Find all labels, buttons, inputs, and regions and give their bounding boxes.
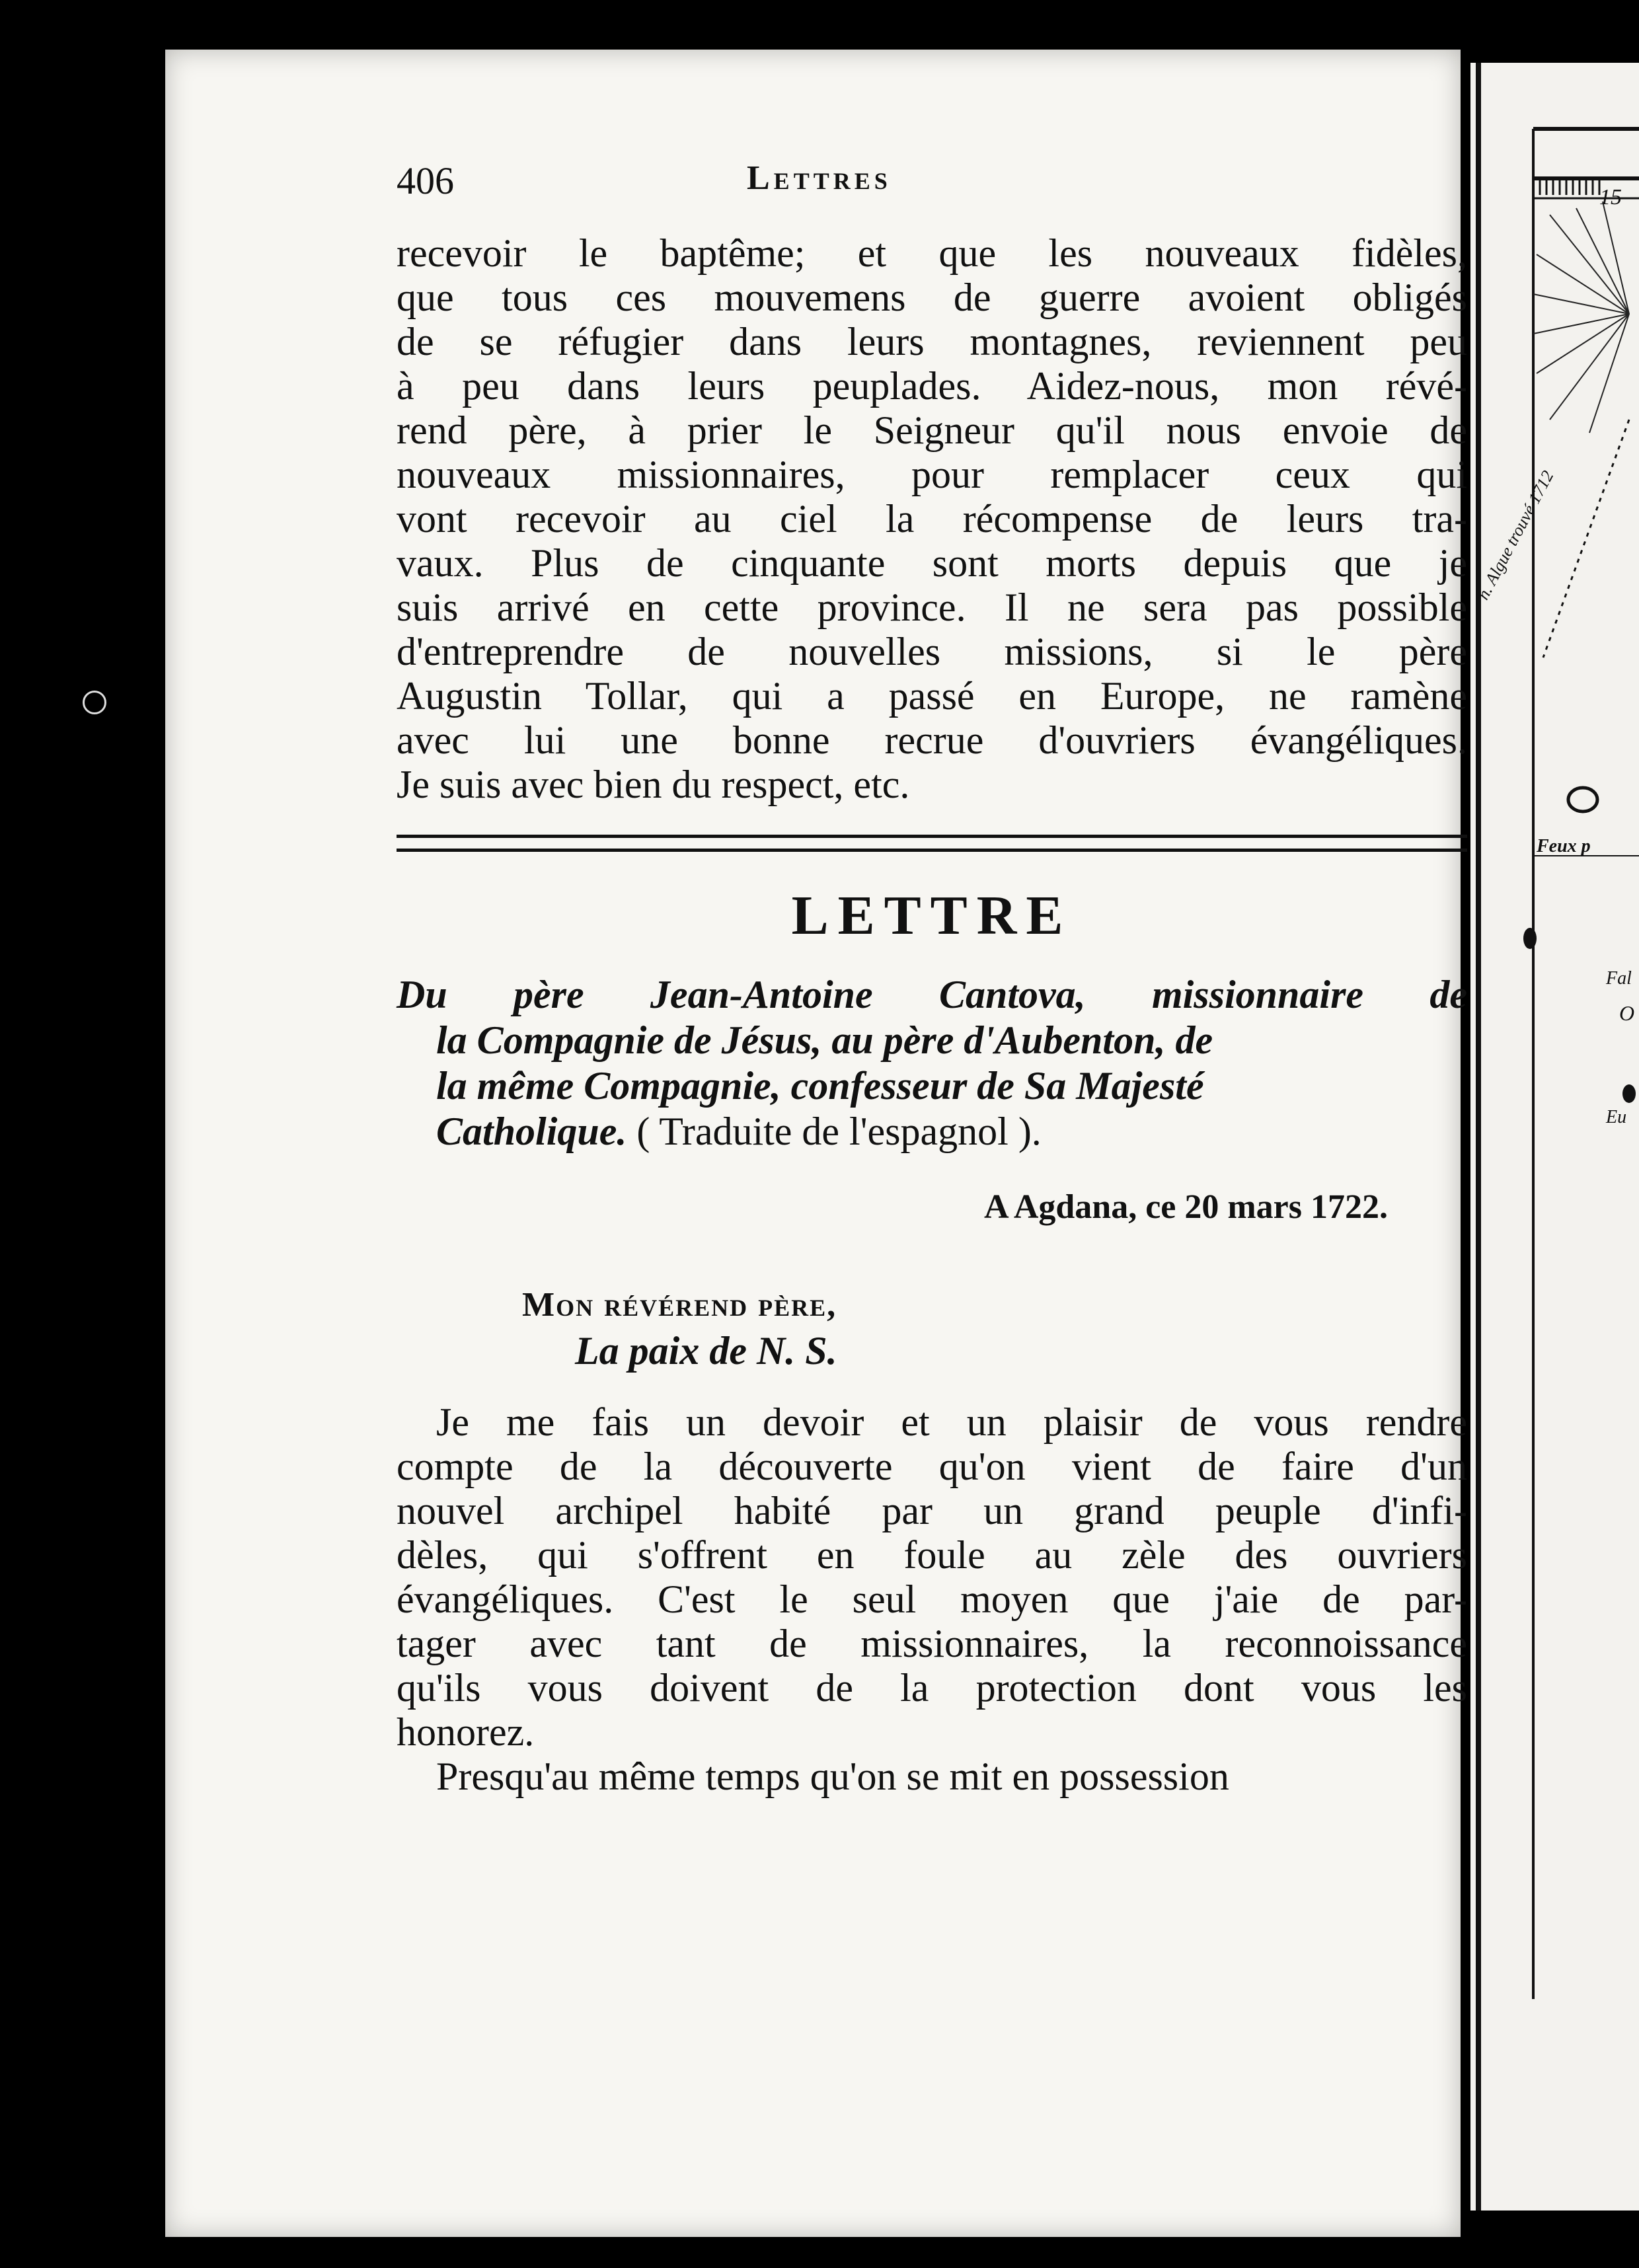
margin-blemish xyxy=(83,691,106,714)
letter-paragraph xyxy=(397,1755,1467,1799)
greeting: La paix de N. S. xyxy=(575,1329,837,1373)
text-line: rend père, à prier le Seigneur qu'il nous envoie de xyxy=(397,408,1467,452)
running-head xyxy=(397,159,1467,231)
previous-letter-ending xyxy=(397,231,1467,807)
addressee-italic-text: Catholique. xyxy=(436,1110,627,1153)
map-label-eu: Eu xyxy=(1606,1107,1627,1127)
text-line: avec lui une bonne recrue d'ouvriers évangéliques. xyxy=(397,718,1467,762)
letter-title: LETTRE xyxy=(791,885,1073,946)
text-line: Presqu'au même temps qu'on se mit en possession xyxy=(436,1755,1229,1798)
salutation: Mon révérend père, xyxy=(522,1286,837,1324)
text-line: d'entreprendre de nouvelles missions, si le père xyxy=(397,630,1467,673)
page-text-block xyxy=(397,159,1467,1799)
page-number: 406 xyxy=(397,159,454,202)
map-scale-number: 15 xyxy=(1599,185,1622,209)
text-line: dèles, qui s'offrent en foule au zèle des ouvriers xyxy=(397,1533,1467,1577)
text-line: à peu dans leurs peuplades. Aidez-nous, mon révé- xyxy=(397,364,1467,408)
text-line: vont recevoir au ciel la récompense de leurs tra- xyxy=(397,497,1467,541)
text-line: recevoir le baptême; et que les nouveaux fidèles, xyxy=(397,231,1467,275)
text-line: nouvel archipel habité par un grand peuple d'infi- xyxy=(397,1489,1467,1532)
text-line: compte de la découverte qu'on vient de faire d'un xyxy=(397,1445,1467,1488)
addressee-line xyxy=(397,1109,1467,1154)
running-title: Lettres xyxy=(747,159,892,197)
text-line: qu'ils vous doivent de la protection dont vous les xyxy=(397,1666,1467,1710)
text-line: nouveaux missionnaires, pour remplacer ceux qui xyxy=(397,453,1467,496)
map-label-o: O xyxy=(1619,1001,1635,1025)
addressee-line: Du père Jean-Antoine Cantova, missionnaire de xyxy=(397,973,1467,1016)
map-lines xyxy=(1470,63,1639,2211)
addressee-line: la même Compagnie, confesseur de Sa Majesté xyxy=(436,1064,1204,1108)
text-line: évangéliques. C'est le seul moyen que j'aie de par- xyxy=(397,1577,1467,1621)
text-line: honorez. xyxy=(397,1710,535,1754)
text-line: de se réfugier dans leurs montagnes, reviennent peu xyxy=(397,320,1467,363)
book-page xyxy=(165,50,1467,2237)
map-label-fal: Fal xyxy=(1606,968,1632,989)
section-divider-rule xyxy=(397,835,1467,852)
foldout-map-fragment xyxy=(1470,63,1639,2211)
translation-note: ( Traduite de l'espagnol ). xyxy=(627,1110,1042,1153)
text-line: vaux. Plus de cinquante sont morts depuis que je xyxy=(397,541,1467,585)
letter-addressee xyxy=(397,972,1467,1154)
dateline: A Agdana, ce 20 mars 1722. xyxy=(984,1188,1388,1226)
map-label-feux: Feux p xyxy=(1537,836,1591,856)
text-line: tager avec tant de missionnaires, la reconnoissance xyxy=(397,1622,1467,1665)
text-line: Je me fais un devoir et un plaisir de vous rendre xyxy=(436,1400,1467,1444)
addressee-line: la Compagnie de Jésus, au père d'Aubenton, de xyxy=(436,1018,1213,1062)
text-line: suis arrivé en cette province. Il ne sera pas possible xyxy=(397,586,1467,629)
map-rhumb-label: n. Algue trouvé 1712 xyxy=(1473,467,1558,603)
text-line: Augustin Tollar, qui a passé en Europe, ne ramène xyxy=(397,674,1467,718)
letter-paragraph xyxy=(397,1400,1467,1755)
closing-line: Je suis avec bien du respect, etc. xyxy=(397,763,910,806)
text-line: que tous ces mouvemens de guerre avoient obligés xyxy=(397,276,1467,319)
